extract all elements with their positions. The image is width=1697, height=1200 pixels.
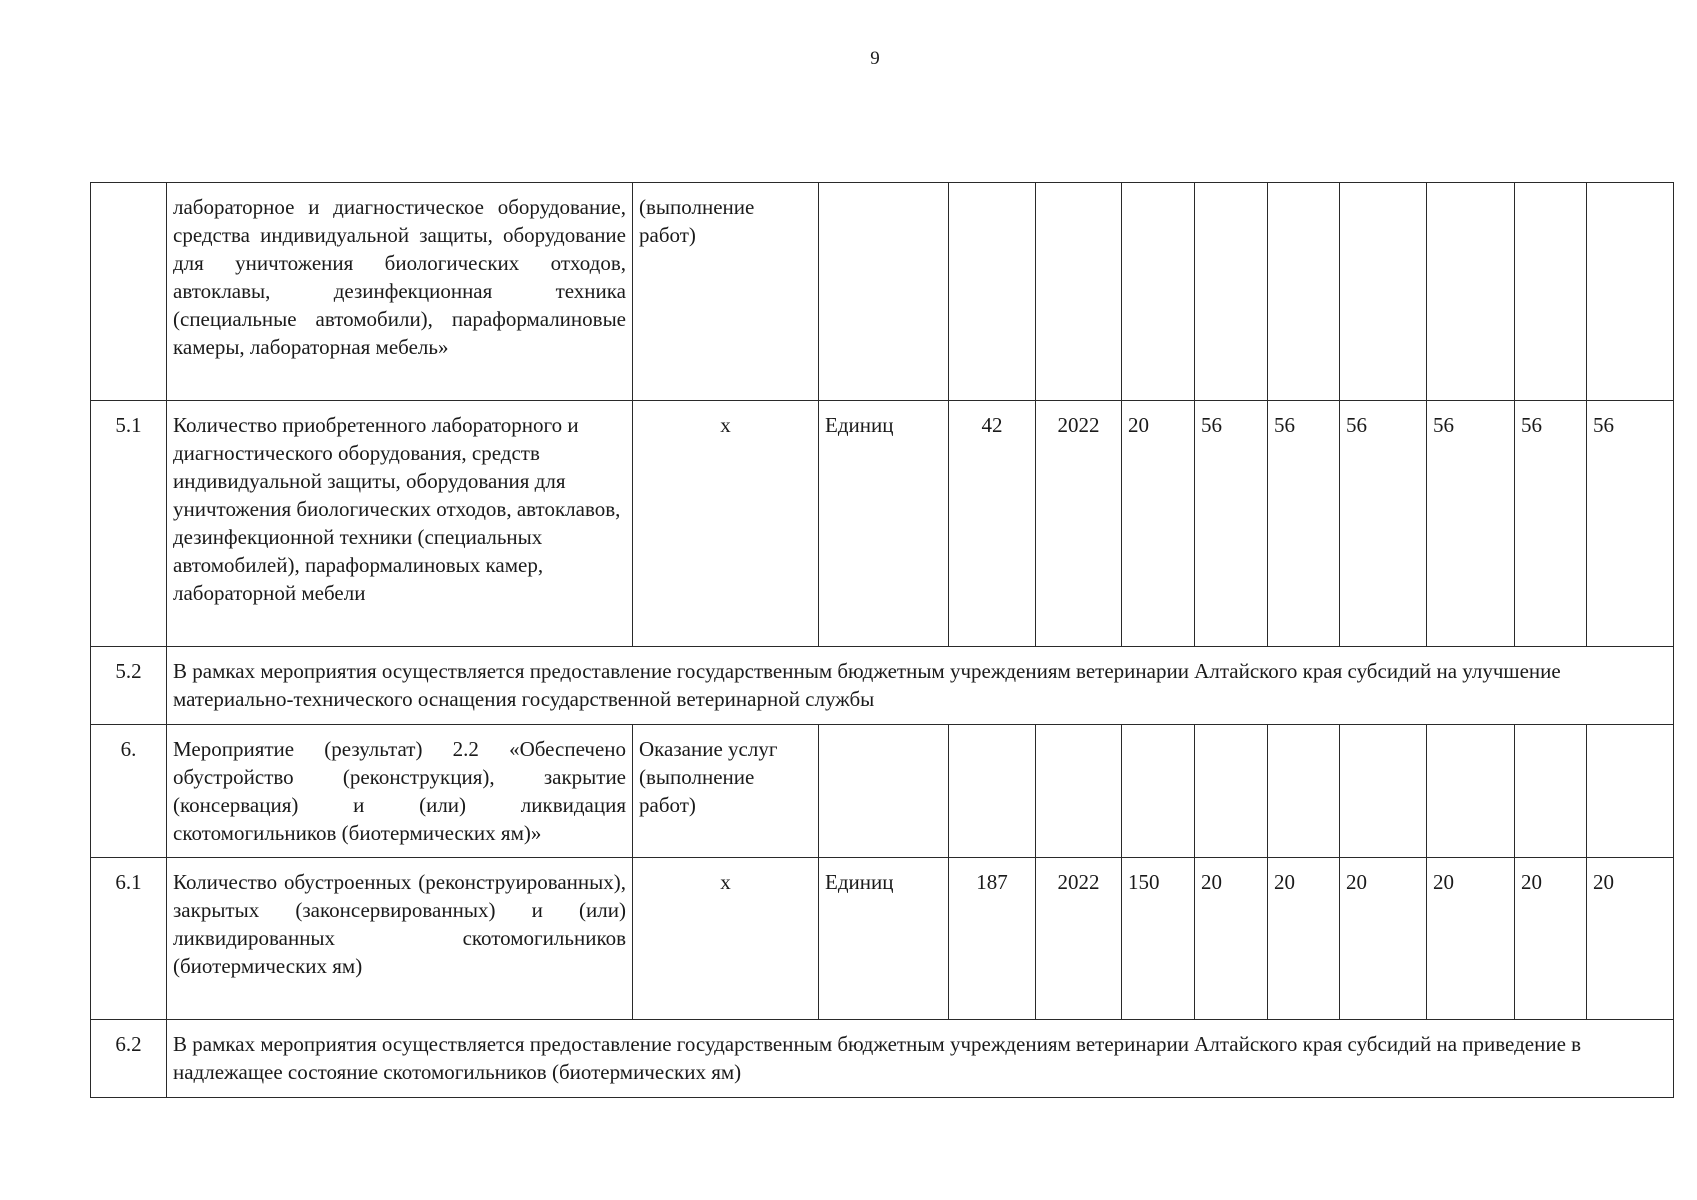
table-cell <box>1515 183 1587 401</box>
base-value-cell: 42 <box>949 401 1036 647</box>
table-cell <box>949 725 1036 858</box>
unit-cell: Единиц <box>819 858 949 1020</box>
table-cell <box>1515 725 1587 858</box>
table-cell <box>1268 725 1340 858</box>
table-cell <box>1427 183 1515 401</box>
value-cell: 56 <box>1268 401 1340 647</box>
table-cell <box>1036 725 1122 858</box>
table-row <box>91 183 1674 401</box>
table-cell <box>1268 183 1340 401</box>
value-cell: 20 <box>1587 858 1674 1020</box>
value-cell: 20 <box>1340 858 1427 1020</box>
row-number: 5.1 <box>91 401 167 647</box>
table-cell <box>1587 183 1674 401</box>
indicator-type: х <box>633 858 819 1020</box>
base-year-cell: 2022 <box>1036 401 1122 647</box>
indicator-type: (выполнение работ) <box>633 183 819 401</box>
merged-description-cell: В рамках мероприятия осуществляется предоставление государственным бюджетным учреждениям ветеринарии Алтайского края субсидий на приведение в надлежащее состояние скотомогильников (биотермических ям) <box>167 1020 1674 1098</box>
table-cell <box>949 183 1036 401</box>
value-cell: 56 <box>1587 401 1674 647</box>
value-cell: 56 <box>1427 401 1515 647</box>
table-row <box>91 725 1674 858</box>
base-year-cell: 2022 <box>1036 858 1122 1020</box>
table-cell <box>819 183 949 401</box>
value-cell: 56 <box>1515 401 1587 647</box>
indicator-type: Оказание услуг (выполнение работ) <box>633 725 819 858</box>
value-cell: 20 <box>1268 858 1340 1020</box>
row-number: 6. <box>91 725 167 858</box>
row-number: 6.2 <box>91 1020 167 1098</box>
table-cell <box>1195 183 1268 401</box>
table-cell <box>1427 725 1515 858</box>
value-cell: 20 <box>1122 401 1195 647</box>
indicator-type: х <box>633 401 819 647</box>
indicator-name: Мероприятие (результат) 2.2 «Обеспечено обустройство (реконструкция), закрытие (консервация) и (или) ликвидация скотомогильников (биотермических ям)» <box>167 725 633 858</box>
table-cell <box>1587 725 1674 858</box>
row-number: 5.2 <box>91 647 167 725</box>
value-cell: 20 <box>1195 858 1268 1020</box>
unit-cell: Единиц <box>819 401 949 647</box>
indicators-table <box>90 182 1674 1098</box>
indicator-name: Количество обустроенных (реконструированных), закрытых (законсервированных) и (или) ликвидированных скотомогильников (биотермических ям) <box>167 858 633 1020</box>
table-row <box>91 647 1674 725</box>
table-cell <box>819 725 949 858</box>
table-cell <box>1122 725 1195 858</box>
value-cell: 56 <box>1195 401 1268 647</box>
indicator-name: лабораторное и диагностическое оборудование, средства индивидуальной защиты, оборудование для уничтожения биологических отходов, автоклавы, дезинфекционная техника (специальные автомобили), парaформалиновые камеры, лабораторная мебель» <box>167 183 633 401</box>
table-cell <box>1036 183 1122 401</box>
page-number: 9 <box>870 48 880 69</box>
table-row <box>91 401 1674 647</box>
table-cell <box>1340 183 1427 401</box>
value-cell: 20 <box>1515 858 1587 1020</box>
merged-description-cell: В рамках мероприятия осуществляется предоставление государственным бюджетным учреждениям ветеринарии Алтайского края субсидий на улучшение материально-технического оснащения государственной ветеринарной службы <box>167 647 1674 725</box>
table-cell <box>1195 725 1268 858</box>
table-cell <box>1340 725 1427 858</box>
base-value-cell: 187 <box>949 858 1036 1020</box>
indicator-name: Количество приобретенного лабораторного и диагностического оборудования, средств индивидуальной защиты, оборудования для уничтожения биологических отходов, автоклавов, дезинфекционной техники (специальных автомобилей), параформалиновых камер, лабораторной мебели <box>167 401 633 647</box>
value-cell: 150 <box>1122 858 1195 1020</box>
row-number: 6.1 <box>91 858 167 1020</box>
table-row <box>91 1020 1674 1098</box>
value-cell: 56 <box>1340 401 1427 647</box>
value-cell: 20 <box>1427 858 1515 1020</box>
row-number <box>91 183 167 401</box>
table-cell <box>1122 183 1195 401</box>
table-row <box>91 858 1674 1020</box>
